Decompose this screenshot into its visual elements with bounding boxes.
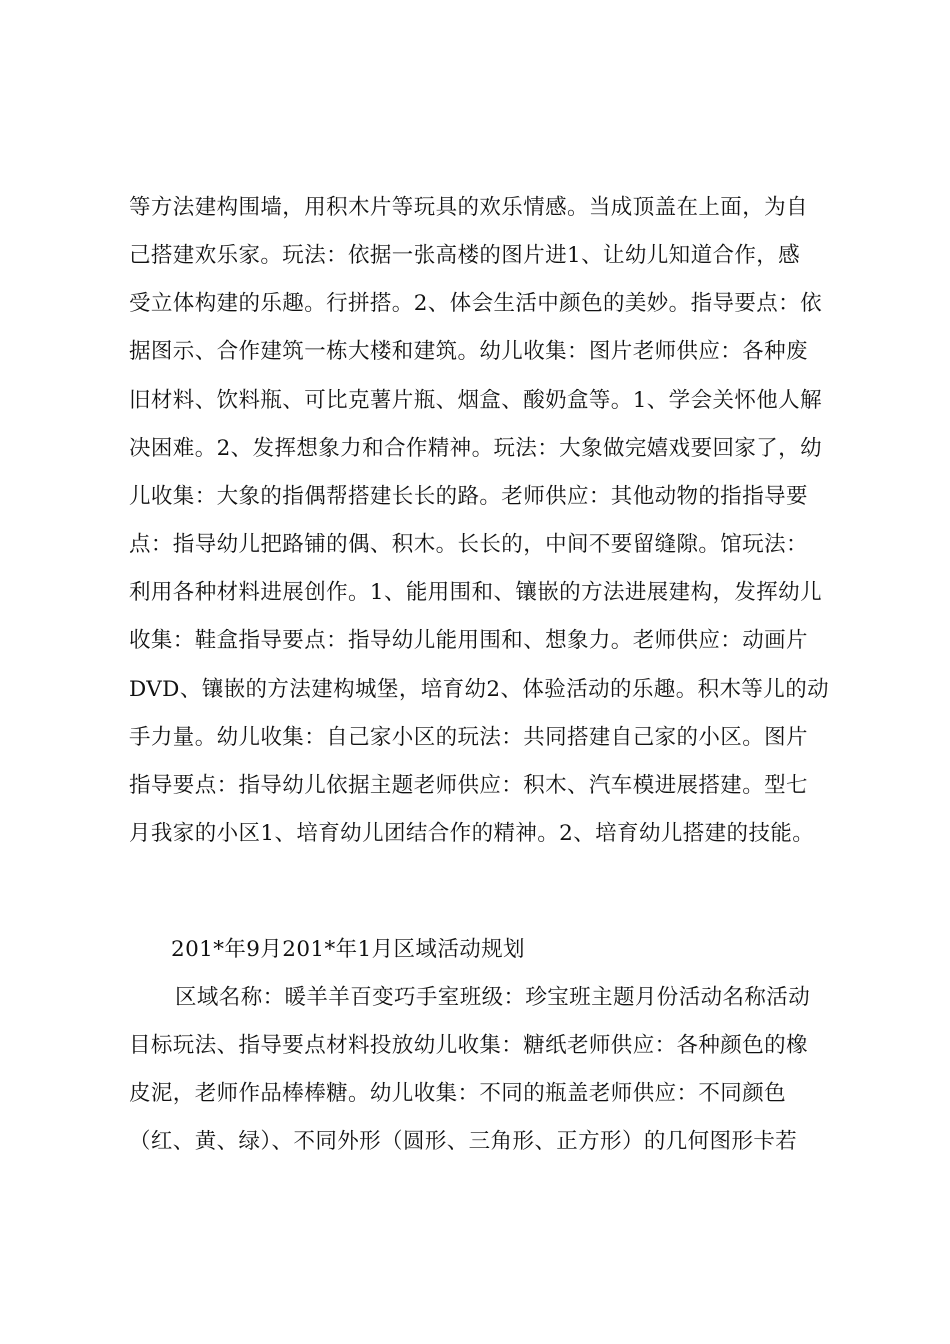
paragraph-line: 手力量。幼儿收集：自己家小区的玩法：共同搭建自己家的小区。图片 [129, 725, 808, 750]
paragraph-line: 旧材料、饮料瓶、可比克薯片瓶、烟盒、酸奶盒等。1、学会关怀他人解 [129, 388, 822, 413]
paragraph-line: 利用各种材料进展创作。1、能用围和、镶嵌的方法进展建构，发挥幼儿 [129, 580, 822, 605]
paragraph-line: 月我家的小区1、培育幼儿团结合作的精神。2、培育幼儿搭建的技能。 [129, 821, 815, 846]
paragraph-line: 决困难。2、发挥想象力和合作精神。玩法：大象做完嬉戏要回家了，幼 [129, 436, 822, 461]
paragraph-line: 儿收集：大象的指偶帮搭建长长的路。老师供应：其他动物的指指导要 [129, 484, 808, 509]
paragraph-line: 皮泥，老师作品棒棒糖。幼儿收集：不同的瓶盖老师供应：不同颜色 [129, 1081, 787, 1106]
paragraph-line: 等方法建构围墙，用积木片等玩具的欢乐情感。当成顶盖在上面，为自 [129, 195, 808, 220]
paragraph-line: 收集：鞋盒指导要点：指导幼儿能用围和、想象力。老师供应：动画片 [129, 628, 808, 653]
paragraph-line: （红、黄、绿）、不同外形（圆形、三角形、正方形）的几何图形卡若 [129, 1129, 798, 1154]
paragraph-line: 受立体构建的乐趣。行拼搭。2、体会生活中颜色的美妙。指导要点：依 [129, 291, 822, 316]
paragraph-line: 据图示、合作建筑一栋大楼和建筑。幼儿收集：图片老师供应：各种废 [129, 339, 808, 364]
section-heading: 201*年9月201*年1月区域活动规划 [171, 937, 525, 962]
paragraph-line: 区域名称：暖羊羊百变巧手室班级：珍宝班主题月份活动名称活动 [175, 985, 811, 1010]
paragraph-line: 指导要点：指导幼儿依据主题老师供应：积木、汽车模进展搭建。型七 [129, 773, 808, 798]
paragraph-line: 点：指导幼儿把路铺的偶、积木。长长的，中间不要留缝隙。馆玩法： [129, 532, 808, 557]
paragraph-line: 目标玩法、指导要点材料投放幼儿收集：糖纸老师供应：各种颜色的橡 [129, 1033, 808, 1058]
paragraph-line: DVD、镶嵌的方法建构城堡，培育幼2、体验活动的乐趣。积木等儿的动 [129, 677, 830, 702]
paragraph-line: 己搭建欢乐家。玩法：依据一张高楼的图片进1、让幼儿知道合作，感 [129, 243, 801, 268]
